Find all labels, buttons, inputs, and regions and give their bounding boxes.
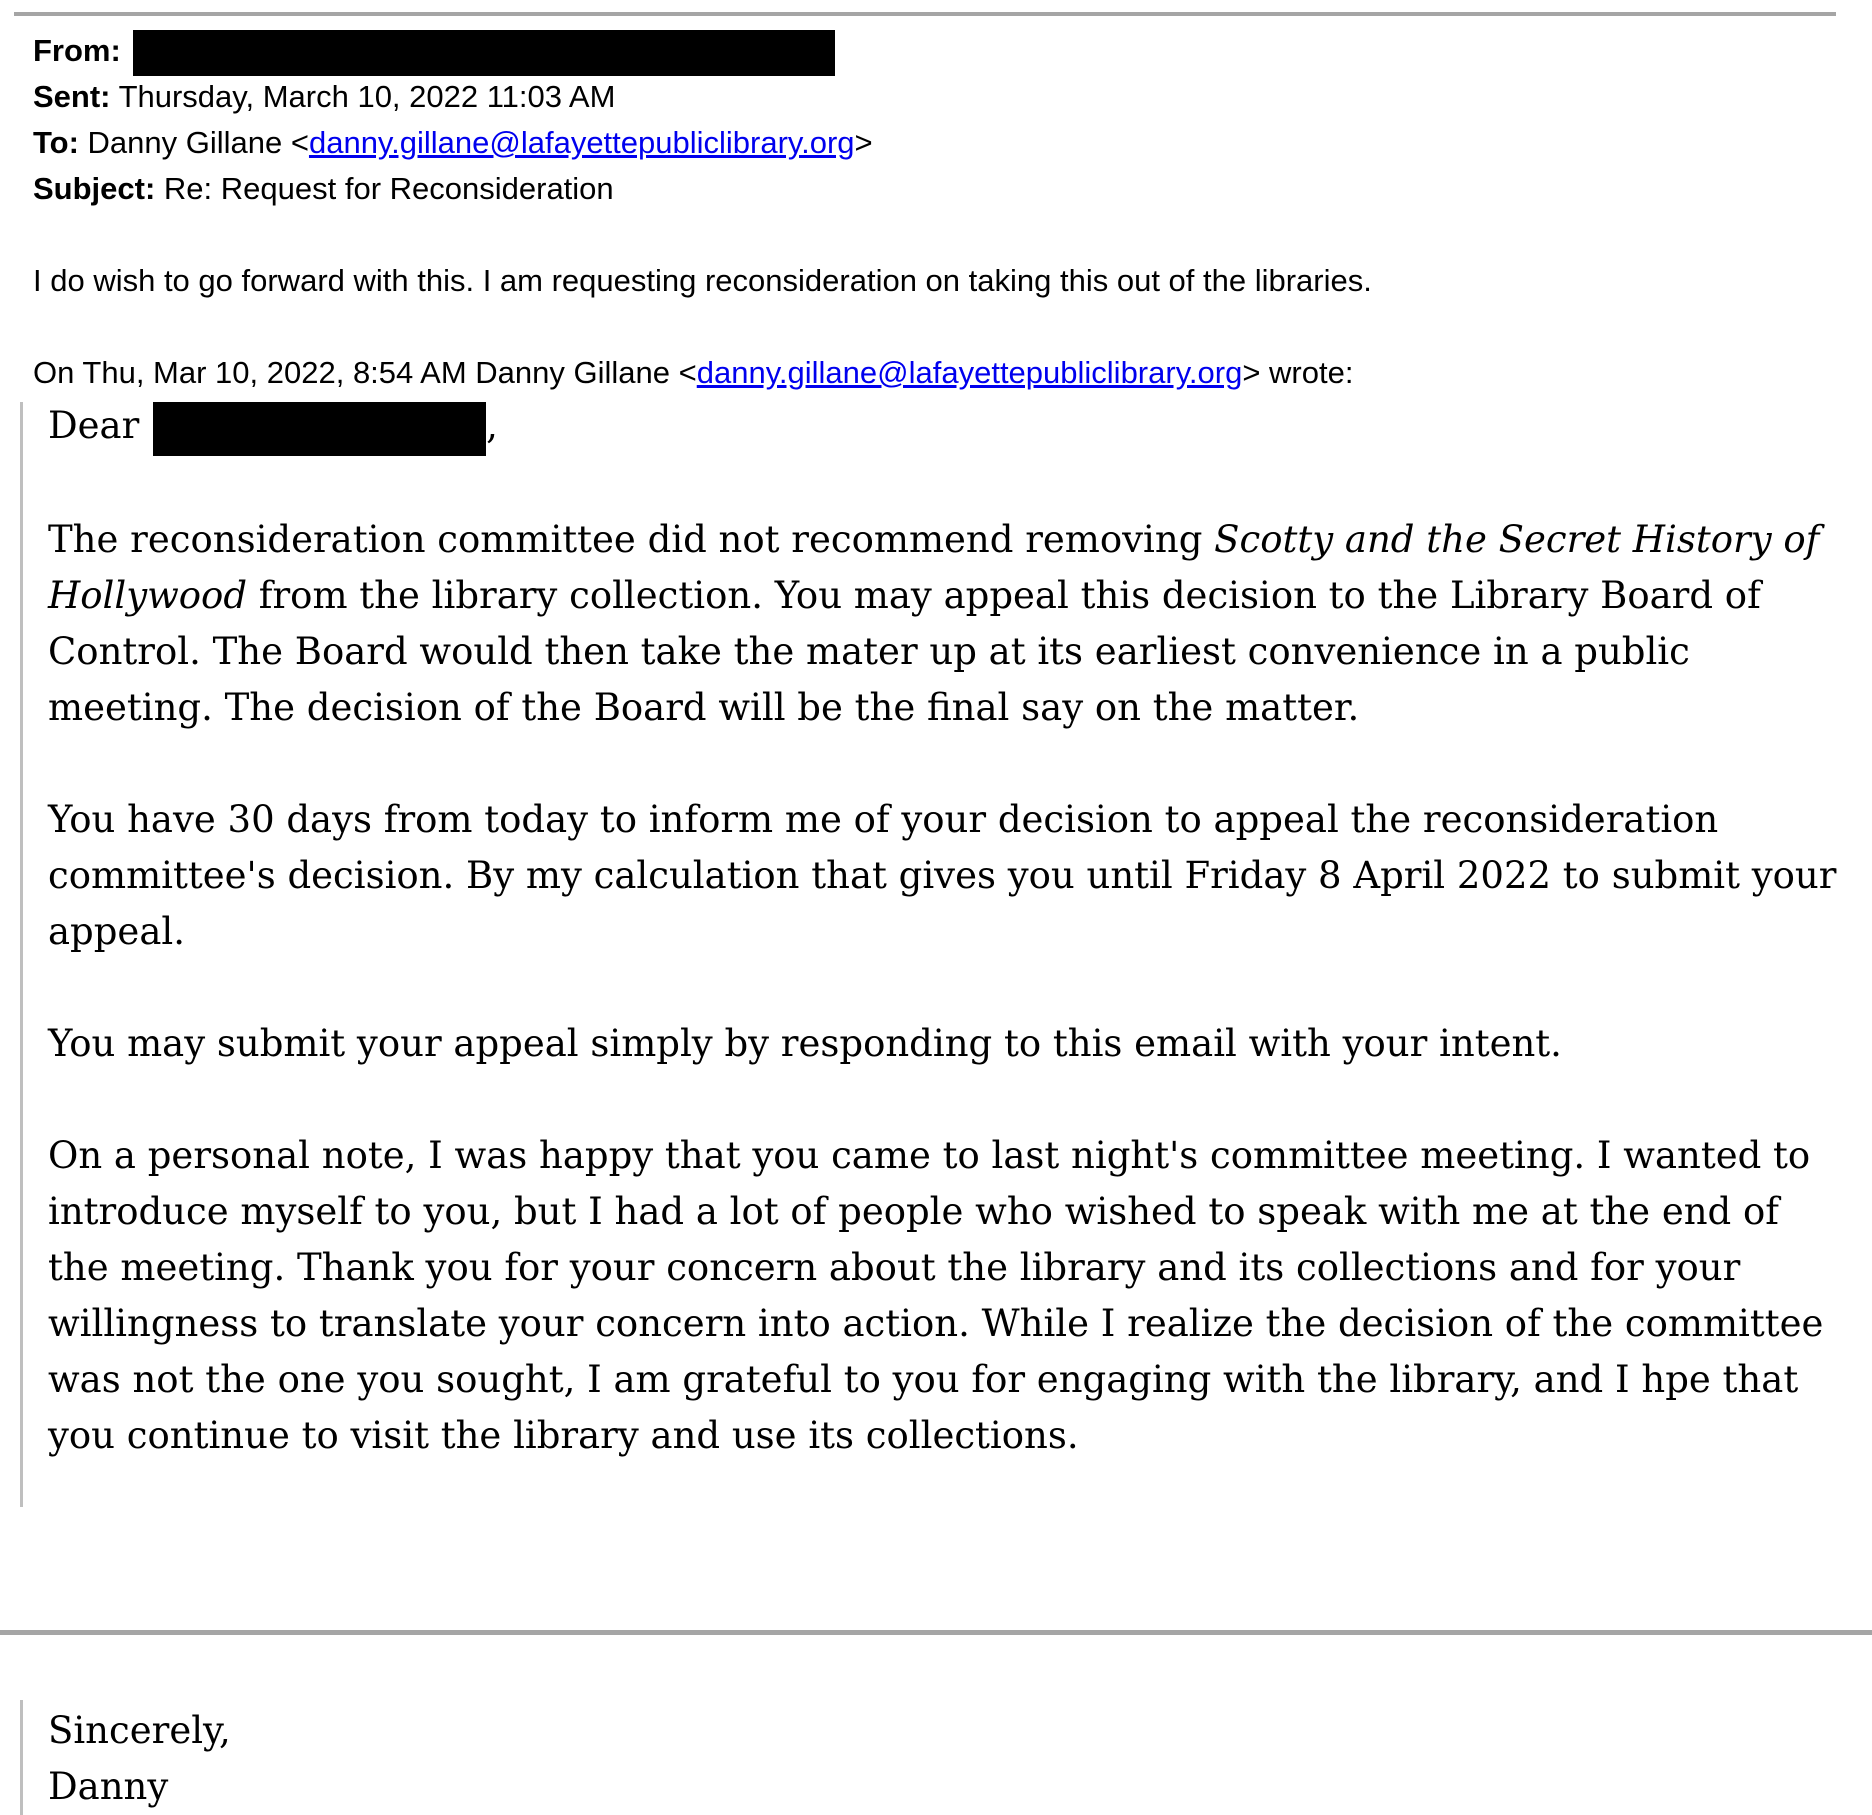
sent-row — [33, 74, 873, 120]
paragraph-1 — [48, 512, 1848, 736]
book-title: Scotty and the Secret History of Hollywood — [48, 517, 1820, 617]
sent-value: Thursday, March 10, 2022 11:03 AM — [118, 79, 616, 114]
p1-after: from the library collection. You may appeal this decision to the Library Board of Control. The Board would then take the mater up at its earliest convenience in a public meeting. The decision of the Board will be the final say on the matter. — [48, 573, 1761, 729]
top-divider — [14, 12, 1836, 16]
to-row — [33, 120, 873, 166]
paragraph-3: You may submit your appeal simply by responding to this email with your intent. — [48, 1021, 1562, 1065]
greeting-line — [48, 398, 1848, 456]
to-name: Danny Gillane < — [87, 125, 309, 160]
from-label: From: — [33, 33, 121, 68]
from-row — [33, 28, 873, 74]
redacted-sender — [133, 30, 835, 76]
sent-label: Sent: — [33, 79, 111, 114]
signature-name: Danny — [48, 1765, 169, 1808]
quoted-message — [48, 398, 1848, 1520]
greeting: Dear — [48, 404, 140, 447]
quote-bar — [20, 402, 23, 1507]
attribution-prefix: On Thu, Mar 10, 2022, 8:54 AM Danny Gillane < — [33, 355, 697, 390]
signature-closing: Sincerely, — [48, 1709, 231, 1752]
email-header — [33, 28, 873, 212]
subject-label: Subject: — [33, 171, 156, 206]
subject-value: Re: Request for Reconsideration — [163, 171, 614, 206]
paragraph-2: You have 30 days from today to inform me of your decision to appeal the reconsideration committee's decision. By my calculation that gives you until Friday 8 April 2022 to submit your appeal. — [48, 797, 1837, 953]
to-close: > — [854, 125, 873, 160]
redacted-recipient — [153, 402, 486, 456]
attribution-email-link[interactable]: danny.gillane@lafayettepubliclibrary.org — [696, 355, 1243, 390]
greeting-comma: , — [486, 404, 498, 447]
quote-attribution — [33, 350, 1353, 396]
bottom-divider — [0, 1630, 1872, 1635]
to-label: To: — [33, 125, 79, 160]
subject-row — [33, 166, 873, 212]
reply-text: I do wish to go forward with this. I am requesting reconsideration on taking this out of the libraries. — [33, 263, 1372, 298]
signature — [48, 1703, 231, 1815]
signature-bar — [20, 1700, 23, 1815]
paragraph-4: On a personal note, I was happy that you came to last night's committee meeting. I wanted to introduce myself to you, but I had a lot of people who wished to speak with me at the end of the meeting. Thank you for your concern about the library and its collections and for your willingness to translate your concern into action. While I realize the decision of the committee was not the one you sought, I am grateful to you for engaging with the library, and I hpe that you continue to visit the library and use its collections. — [48, 1133, 1824, 1457]
p1-before: The reconsideration committee did not recommend removing — [48, 517, 1215, 561]
to-email-link[interactable]: danny.gillane@lafayettepubliclibrary.org — [308, 125, 855, 160]
attribution-suffix: > wrote: — [1242, 355, 1354, 390]
